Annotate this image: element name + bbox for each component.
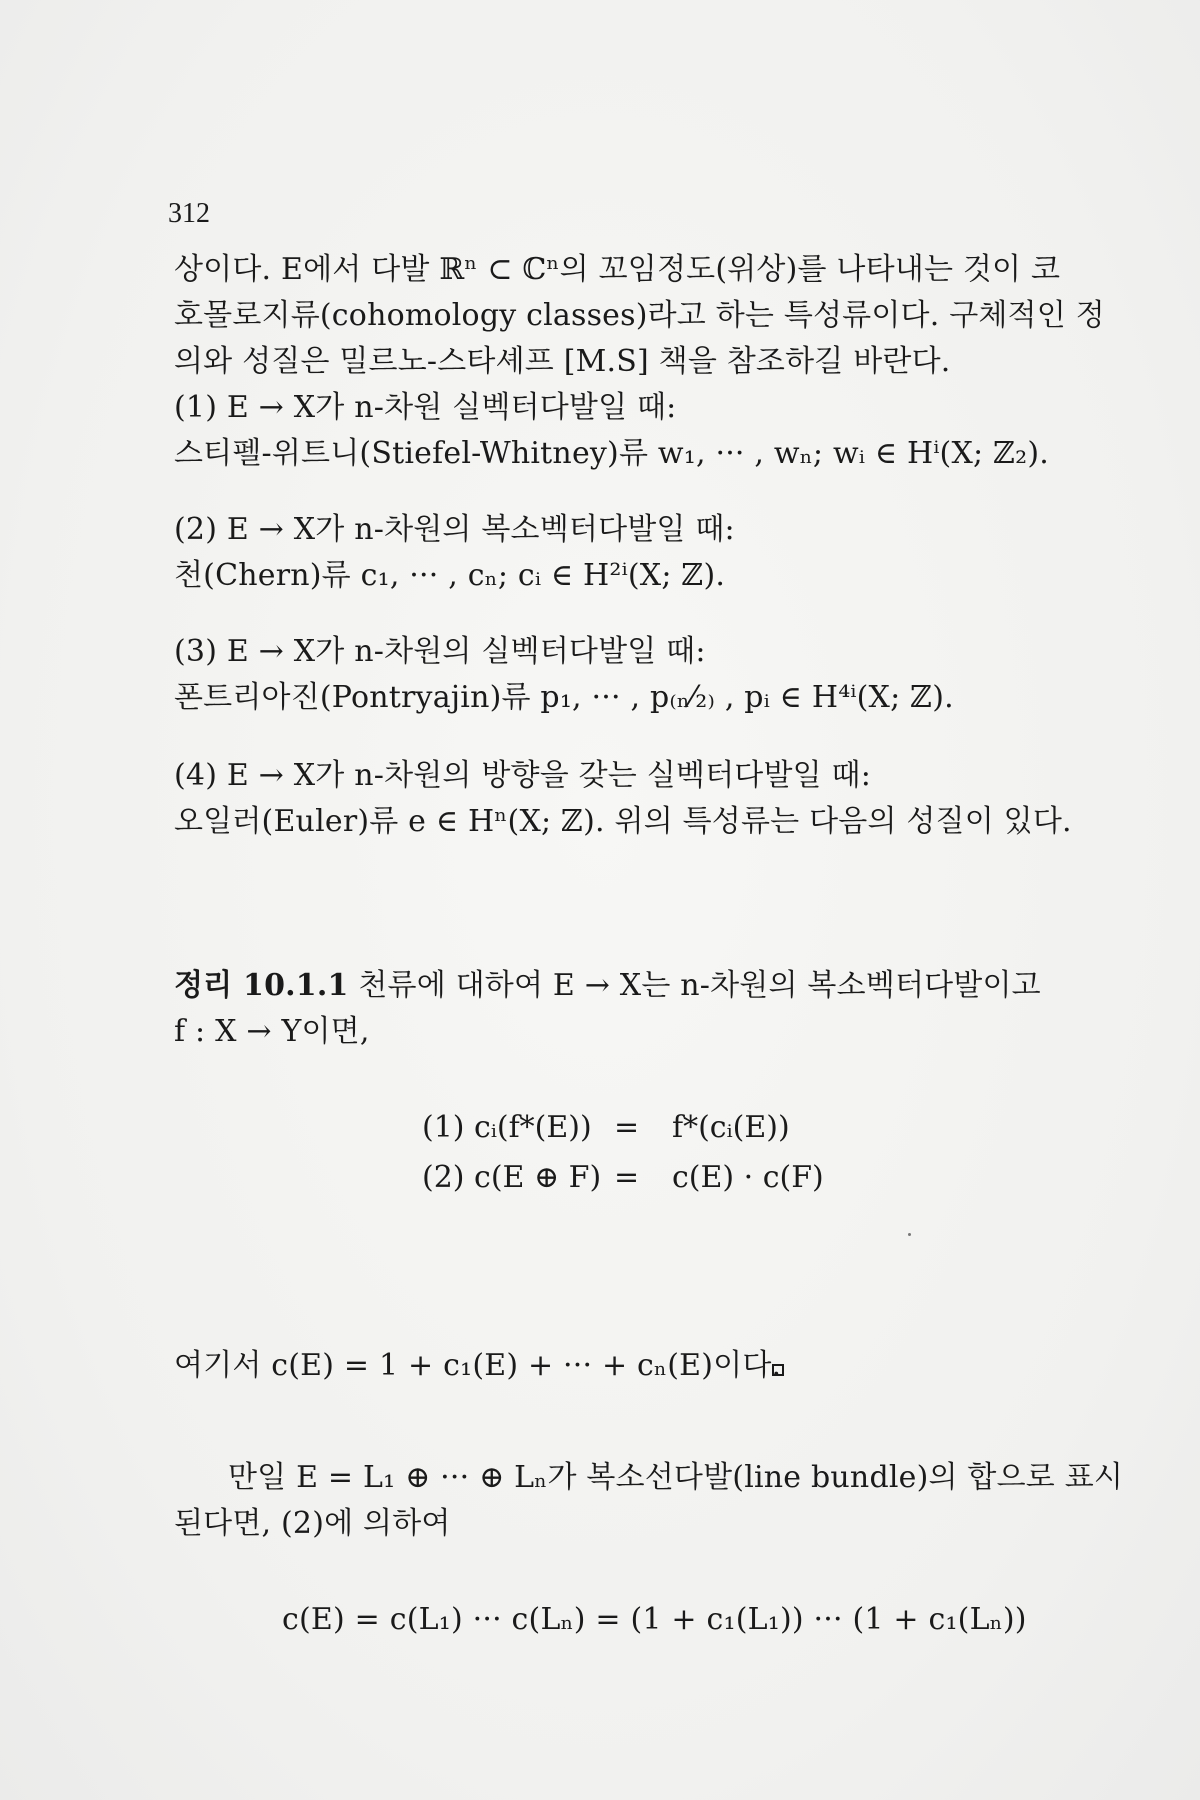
paragraph-line: 상이다. E에서 다발 ℝⁿ ⊂ ℂⁿ의 꼬임정도(위상)를 나타내는 것이 코 — [174, 252, 1061, 287]
equation-1-lhs: (1) cᵢ(f*(E)) — [422, 1110, 592, 1145]
theorem-statement: 천류에 대하여 E → X는 n-차원의 복소벡터다발이고 — [348, 968, 1041, 1003]
item-3-result: 폰트리아진(Pontryajin)류 p₁, ··· , p₍ₙ⁄₂₎ , pᵢ ∈ H⁴ⁱ(X; ℤ). — [174, 680, 954, 715]
theorem-conclusion: 여기서 c(E) = 1 + c₁(E) + ··· + cₙ(E)이다. — [174, 1348, 782, 1383]
page-number: 312 — [168, 198, 210, 229]
item-1-condition: (1) E → X가 n-차원 실벡터다발일 때: — [174, 390, 677, 425]
item-3-condition: (3) E → X가 n-차원의 실벡터다발일 때: — [174, 634, 706, 669]
equation-1-rhs: f*(cᵢ(E)) — [672, 1110, 790, 1145]
final-equation: c(E) = c(L₁) ··· c(Lₙ) = (1 + c₁(L₁)) ··· (1 + c₁(Lₙ)) — [282, 1602, 1027, 1637]
print-speck — [908, 1233, 911, 1236]
paragraph-2-line: 만일 E = L₁ ⊕ ··· ⊕ Lₙ가 복소선다발(line bundle)의 합으로 표시 — [228, 1460, 1124, 1495]
paragraph-line: 호몰로지류(cohomology classes)라고 하는 특성류이다. 구체적인 정 — [174, 298, 1105, 333]
item-2-result: 천(Chern)류 c₁, ··· , cₙ; cᵢ ∈ H²ⁱ(X; ℤ). — [174, 558, 726, 593]
paragraph-2-line: 된다면, (2)에 의하여 — [174, 1506, 451, 1541]
theorem-label: 정리 10.1.1 — [174, 968, 349, 1003]
paragraph-line: 의와 성질은 밀르노-스타셰프 [M.S] 책을 참조하길 바란다. — [174, 344, 951, 379]
item-2-condition: (2) E → X가 n-차원의 복소벡터다발일 때: — [174, 512, 735, 547]
item-4-result: 오일러(Euler)류 e ∈ Hⁿ(X; ℤ). 위의 특성류는 다음의 성질이 있다. — [174, 804, 1072, 839]
equation-2-lhs: (2) c(E ⊕ F) — [422, 1160, 602, 1195]
item-1-result: 스티펠-위트니(Stiefel-Whitney)류 w₁, ··· , wₙ; wᵢ ∈ Hⁱ(X; ℤ₂). — [174, 436, 1050, 471]
theorem-line-2: f : X → Y이면, — [174, 1014, 370, 1049]
equation-1-equals: = — [614, 1110, 640, 1145]
equation-2-rhs: c(E) · c(F) — [672, 1160, 824, 1195]
item-4-condition: (4) E → X가 n-차원의 방향을 갖는 실벡터다발일 때: — [174, 758, 872, 793]
qed-box-icon — [772, 1364, 784, 1376]
theorem-line-1 — [174, 966, 1041, 1006]
equation-2-equals: = — [614, 1160, 640, 1195]
